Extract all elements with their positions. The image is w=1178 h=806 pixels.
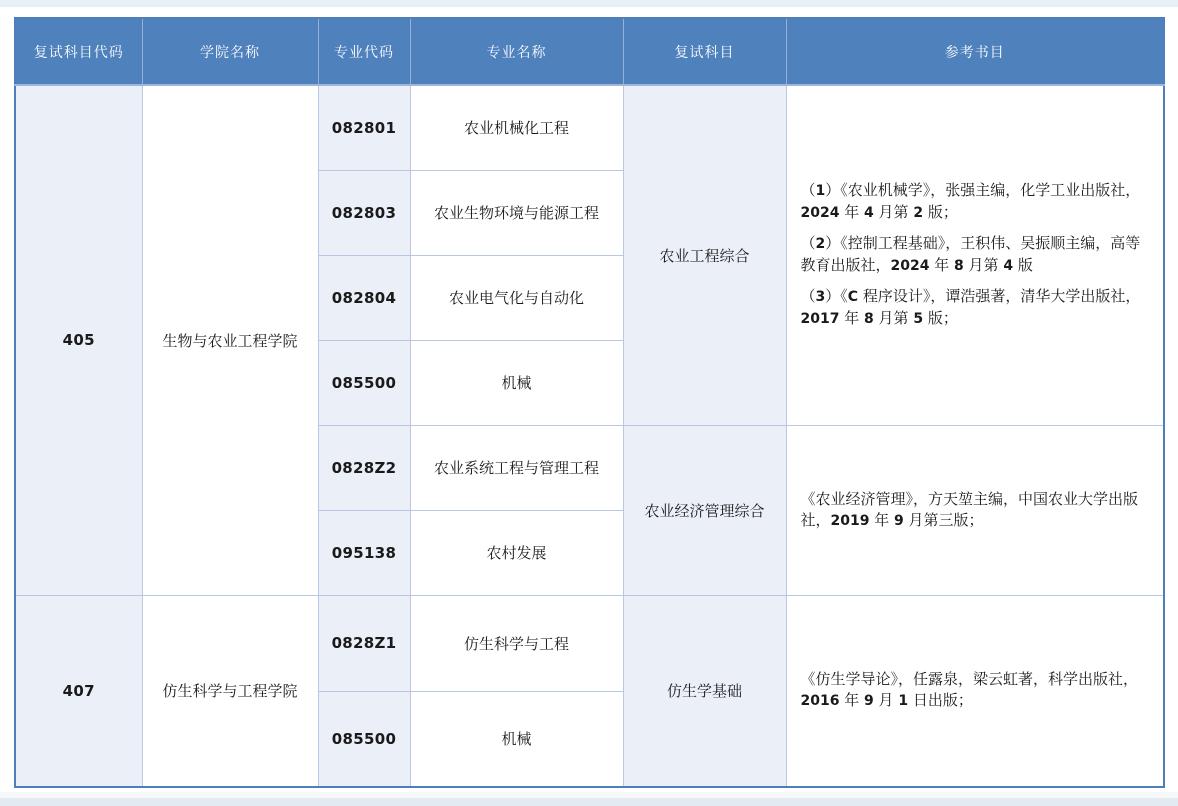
cell-major-name: 农业生物环境与能源工程 [410, 170, 623, 255]
page-top-strip [0, 0, 1178, 8]
cell-major-name: 农业系统工程与管理工程 [410, 425, 623, 510]
header-college-name: 学院名称 [142, 18, 318, 85]
cell-major-code: 0828Z1 [318, 595, 410, 691]
cell-major-name: 农业电气化与自动化 [410, 255, 623, 340]
cell-major-name: 机械 [410, 691, 623, 787]
cell-college-name: 生物与农业工程学院 [142, 85, 318, 595]
cell-retest-subject: 农业经济管理综合 [623, 425, 786, 595]
cell-major-name: 农村发展 [410, 510, 623, 595]
cell-major-code: 095138 [318, 510, 410, 595]
cell-major-name: 机械 [410, 340, 623, 425]
reference-line: 《仿生学导论》，任露泉，梁云虹著，科学出版社，2016 年 9 月 1 日出版； [800, 670, 1139, 710]
header-major-code: 专业代码 [318, 18, 410, 85]
reference-line: 《农业经济管理》，方天堃主编，中国农业大学出版社，2019 年 9 月第三版； [800, 489, 1139, 529]
cell-major-code: 085500 [318, 340, 410, 425]
reference-line: （1）《农业机械学》，张强主编，化学工业出版社，2024 年 4 月第 2 版； [800, 181, 1141, 222]
reference-line: （2）《控制工程基础》，王积伟、吴振顺主编，高等教育出版社，2024 年 8 月第 4 版 [800, 234, 1141, 275]
header-major-name: 专业名称 [410, 18, 623, 85]
table-row [15, 595, 1164, 691]
header-retest-subject-code: 复试科目代码 [15, 18, 142, 85]
cell-group-code: 405 [15, 85, 142, 595]
cell-reference-books [786, 85, 1164, 425]
header-reference-books: 参考书目 [786, 18, 1164, 85]
cell-reference-books [786, 595, 1164, 787]
cell-group-code: 407 [15, 595, 142, 787]
cell-major-code: 085500 [318, 691, 410, 787]
cell-major-name: 仿生科学与工程 [410, 595, 623, 691]
admission-retest-table [14, 17, 1165, 788]
table-row [15, 85, 1164, 170]
cell-retest-subject: 农业工程综合 [623, 85, 786, 425]
cell-reference-books [786, 425, 1164, 595]
page-bottom-strip-gray [0, 798, 1178, 806]
cell-major-code: 082804 [318, 255, 410, 340]
cell-major-name: 农业机械化工程 [410, 85, 623, 170]
reference-line: （3）《C 程序设计》，谭浩强著，清华大学出版社，2017 年 8 月第 5 版； [800, 287, 1141, 328]
cell-major-code: 082803 [318, 170, 410, 255]
table-header-row [15, 18, 1164, 85]
cell-major-code: 082801 [318, 85, 410, 170]
cell-major-code: 0828Z2 [318, 425, 410, 510]
cell-retest-subject: 仿生学基础 [623, 595, 786, 787]
header-retest-subject: 复试科目 [623, 18, 786, 85]
cell-college-name: 仿生科学与工程学院 [142, 595, 318, 787]
